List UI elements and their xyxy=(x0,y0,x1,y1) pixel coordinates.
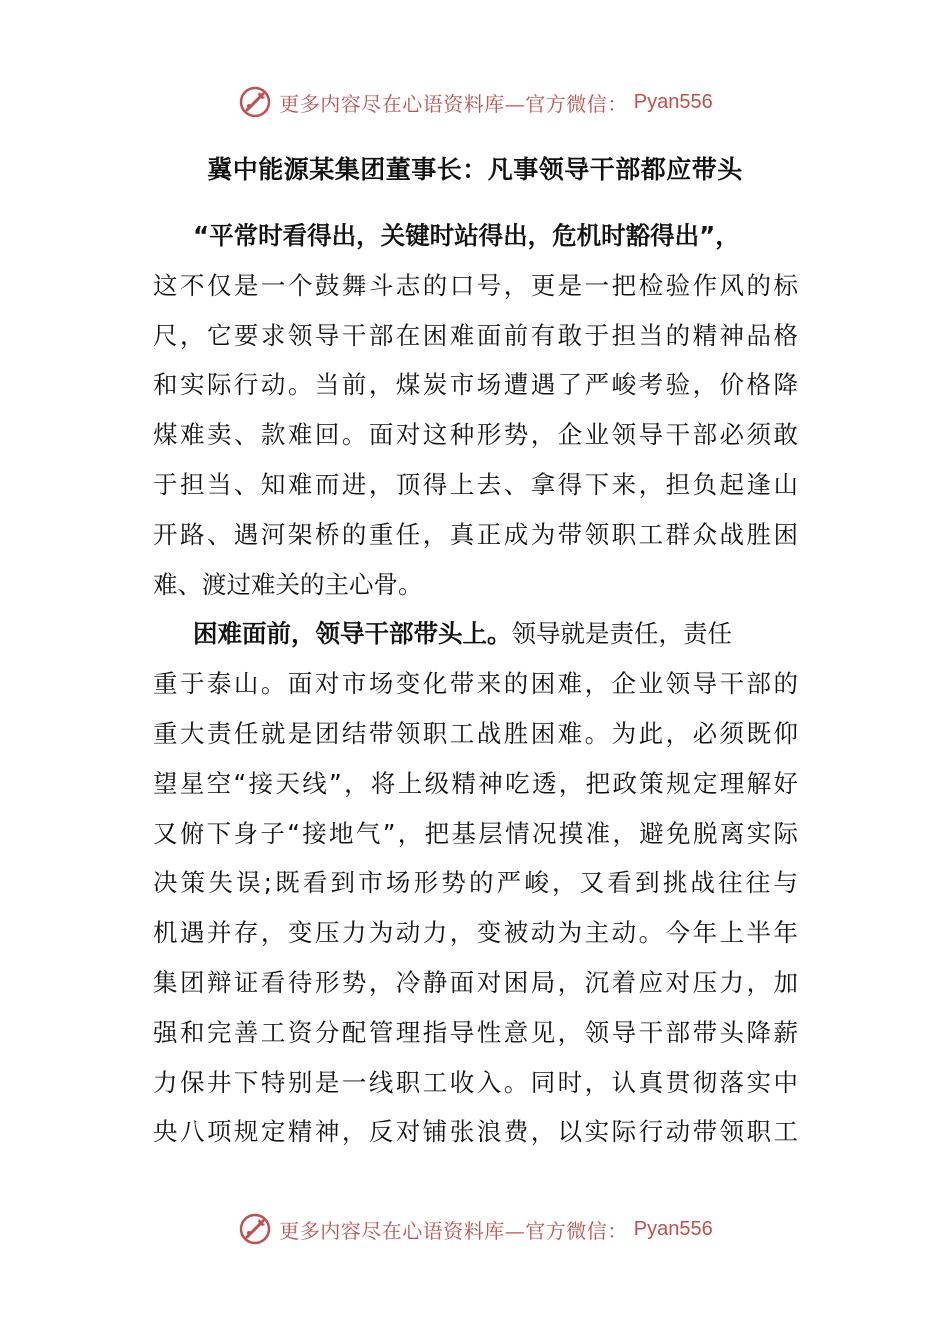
article-body xyxy=(153,211,798,1157)
paragraph2-line: 重于泰山。面对市场变化带来的困难，企业领导干部的 xyxy=(153,669,798,699)
paragraph2-line: 决策失误;既看到市场形势的严峻，又看到挑战往往与 xyxy=(153,868,798,898)
paragraph1-lead: “平常时看得出，关键时站得出，危机时豁得出”， xyxy=(193,221,740,250)
banner-wechat-id: Pyan556 xyxy=(633,1217,713,1240)
paragraph1-line: 和实际行动。当前，煤炭市场遭遇了严峻考验，价格降 xyxy=(153,370,798,400)
banner-wechat-id: Pyan556 xyxy=(633,90,713,113)
paragraph1-line: 尺，它要求领导干部在困难面前有敢于担当的精神品格 xyxy=(153,320,798,350)
paragraph2-line: 望星空“接天线”，将上级精神吃透，把政策规定理解好 xyxy=(153,768,798,798)
paragraph2-line: 机遇并存，变压力为动力，变被动为主动。今年上半年 xyxy=(153,918,798,948)
paragraph1-line: 难、渡过难关的主心骨。 xyxy=(153,569,423,599)
paragraph1-line: 开路、遇河架桥的重任，真正成为带领职工群众战胜困 xyxy=(153,519,798,549)
paragraph2-lead-bold: 困难面前，领导干部带头上。 xyxy=(193,619,512,649)
paragraph2-line: 力保井下特别是一线职工收入。同时，认真贯彻落实中 xyxy=(153,1067,798,1097)
paragraph2-line: 又俯下身子“接地气”，把基层情况摸准，避免脱离实际 xyxy=(153,818,798,848)
paragraph2-line: 重大责任就是团结带领职工战胜困难。为此，必须既仰 xyxy=(153,718,798,748)
header-banner xyxy=(0,84,950,120)
banner-text: 更多内容尽在心语资料库—官方微信： xyxy=(279,1218,628,1243)
paragraph2-line: 集团辩证看待形势，冷静面对困局，沉着应对压力，加 xyxy=(153,967,798,997)
banner-text: 更多内容尽在心语资料库—官方微信： xyxy=(279,91,628,116)
page-title: 冀中能源某集团董事长：凡事领导干部都应带头 xyxy=(207,155,743,184)
paragraph1-line: 这不仅是一个鼓舞斗志的口号，更是一把检验作风的标 xyxy=(153,270,798,300)
paragraph2-line: 央八项规定精神，反对铺张浪费，以实际行动带领职工 xyxy=(153,1117,798,1147)
pen-logo-icon xyxy=(237,84,273,120)
paragraph2-line: 强和完善工资分配管理指导性意见，领导干部带头降薪 xyxy=(153,1017,798,1047)
pen-logo-icon xyxy=(237,1211,273,1247)
footer-banner xyxy=(0,1211,950,1247)
paragraph2-lead xyxy=(153,609,798,659)
paragraph1-line: 煤难卖、款难回。面对这种形势，企业领导干部必须敢 xyxy=(153,420,798,450)
paragraph1-line: 于担当、知难而进，顶得上去、拿得下来，担负起逢山 xyxy=(153,469,798,499)
paragraph2-lead-rest: 领导就是责任，责任 xyxy=(511,619,732,649)
